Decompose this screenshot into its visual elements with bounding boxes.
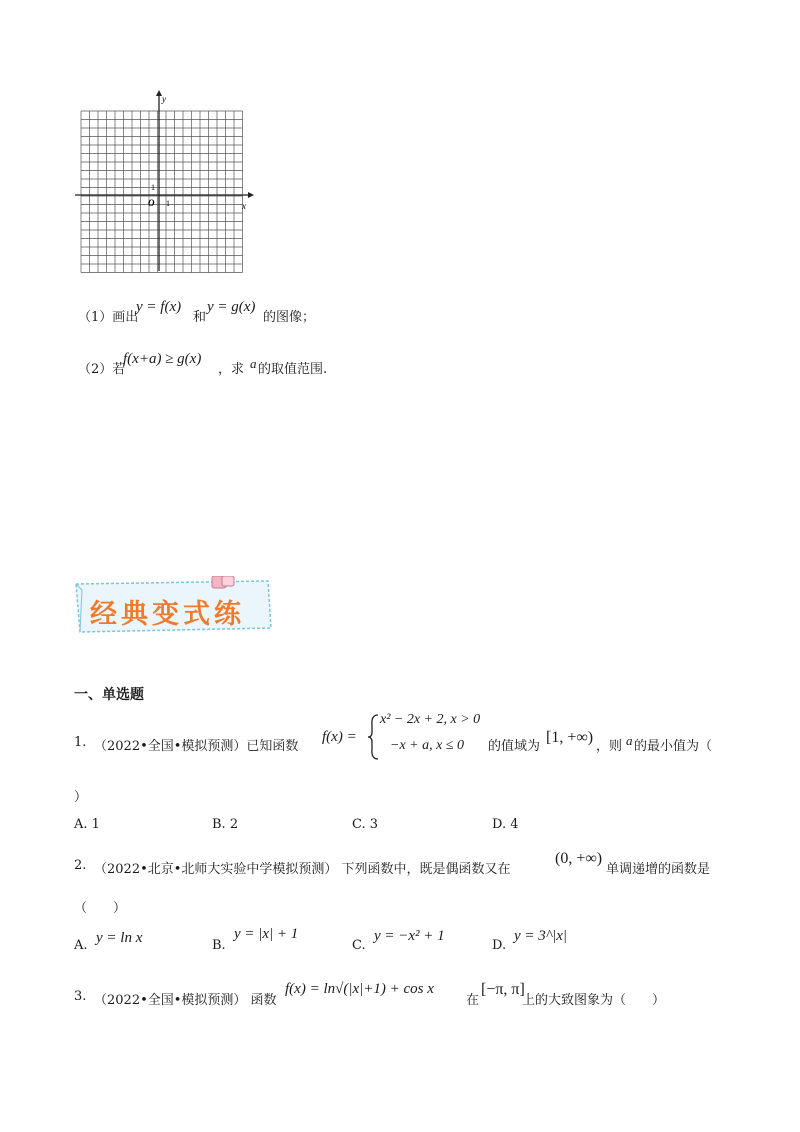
- q1-fx: f(x) =: [322, 729, 357, 745]
- section-title: 一、单选题: [74, 687, 144, 703]
- y-axis-label: y: [162, 94, 166, 104]
- q2-option-c-expr[interactable]: y = −x² + 1: [374, 928, 445, 944]
- part2-var: a: [250, 356, 257, 371]
- q1-case2: −x + a, x ≤ 0: [390, 738, 465, 753]
- q1-range: [1, +∞): [546, 729, 594, 746]
- q1-option-c[interactable]: C. 3: [352, 817, 379, 832]
- q3-number: 3.: [74, 989, 87, 1004]
- q1-case1: x² − 2x + 2, x > 0: [380, 712, 481, 727]
- q3-interval: [−π, π]: [481, 981, 525, 998]
- q1-number: 1.: [74, 735, 87, 750]
- part1-expr-g: y = g(x): [207, 299, 256, 315]
- q2-option-a-expr[interactable]: y = ln x: [96, 930, 143, 946]
- x-unit-label: 1: [166, 199, 170, 208]
- q1-option-a[interactable]: A. 1: [74, 817, 100, 832]
- part2-expr: f(x+a) ≥ g(x): [123, 351, 202, 367]
- q1-option-d[interactable]: D. 4: [492, 817, 519, 832]
- x-axis-label: x: [242, 201, 246, 211]
- q2-interval: (0, +∞): [555, 850, 603, 867]
- part2-prefix: （2）若: [78, 362, 126, 377]
- grid-lines: [81, 111, 243, 273]
- part1-mid: 和: [193, 310, 207, 325]
- q1-source: （2022•全国•模拟预测）已知函数: [94, 739, 299, 754]
- q3-source: （2022•全国•模拟预测） 函数: [94, 993, 277, 1008]
- part2-mid: ，求: [218, 362, 245, 377]
- coordinate-grid: [70, 88, 260, 278]
- q1-var: a: [626, 733, 633, 748]
- q1-mid2: ，则: [596, 739, 623, 754]
- x-axis-arrow: [248, 192, 254, 198]
- banner-title: 经典变式练: [90, 599, 245, 630]
- q1-mid: 的值域为: [488, 739, 541, 754]
- q3-mid: 在: [466, 993, 480, 1008]
- q2-option-d-label[interactable]: D.: [492, 938, 507, 953]
- q2-suffix: 单调递增的函数是: [606, 862, 711, 877]
- q2-source: （2022•北京•北师大实验中学模拟预测） 下列函数中，既是偶函数又在: [94, 862, 511, 877]
- q3-suffix: 上的大致图象为（ ）: [522, 993, 666, 1008]
- q2-paren: （ ）: [74, 901, 127, 916]
- q2-option-b-label[interactable]: B.: [212, 938, 226, 953]
- part1-line: [78, 306, 138, 325]
- part2-suffix: 的取值范围.: [258, 362, 328, 377]
- q1-suffix2: ）: [74, 790, 88, 805]
- q2-option-c-label[interactable]: C.: [352, 938, 366, 953]
- q1-option-b[interactable]: B. 2: [212, 817, 239, 832]
- y-unit-label: 1: [151, 183, 155, 192]
- q2-option-b-expr[interactable]: y = |x| + 1: [234, 926, 299, 942]
- origin-label: O: [148, 198, 155, 208]
- q2-number: 2.: [74, 858, 87, 873]
- q3-expr: f(x) = ln√(|x|+1) + cos x: [285, 981, 434, 997]
- part1-prefix: （1）画出: [78, 310, 139, 325]
- q2-option-d-expr[interactable]: y = 3^|x|: [514, 928, 568, 944]
- q1-brace: [366, 713, 380, 761]
- part1-suffix: 的图像；: [263, 310, 316, 325]
- part1-expr-f: y = f(x): [136, 299, 182, 315]
- q2-option-a-label[interactable]: A.: [74, 938, 88, 953]
- q1-suffix: 的最小值为（: [634, 739, 713, 754]
